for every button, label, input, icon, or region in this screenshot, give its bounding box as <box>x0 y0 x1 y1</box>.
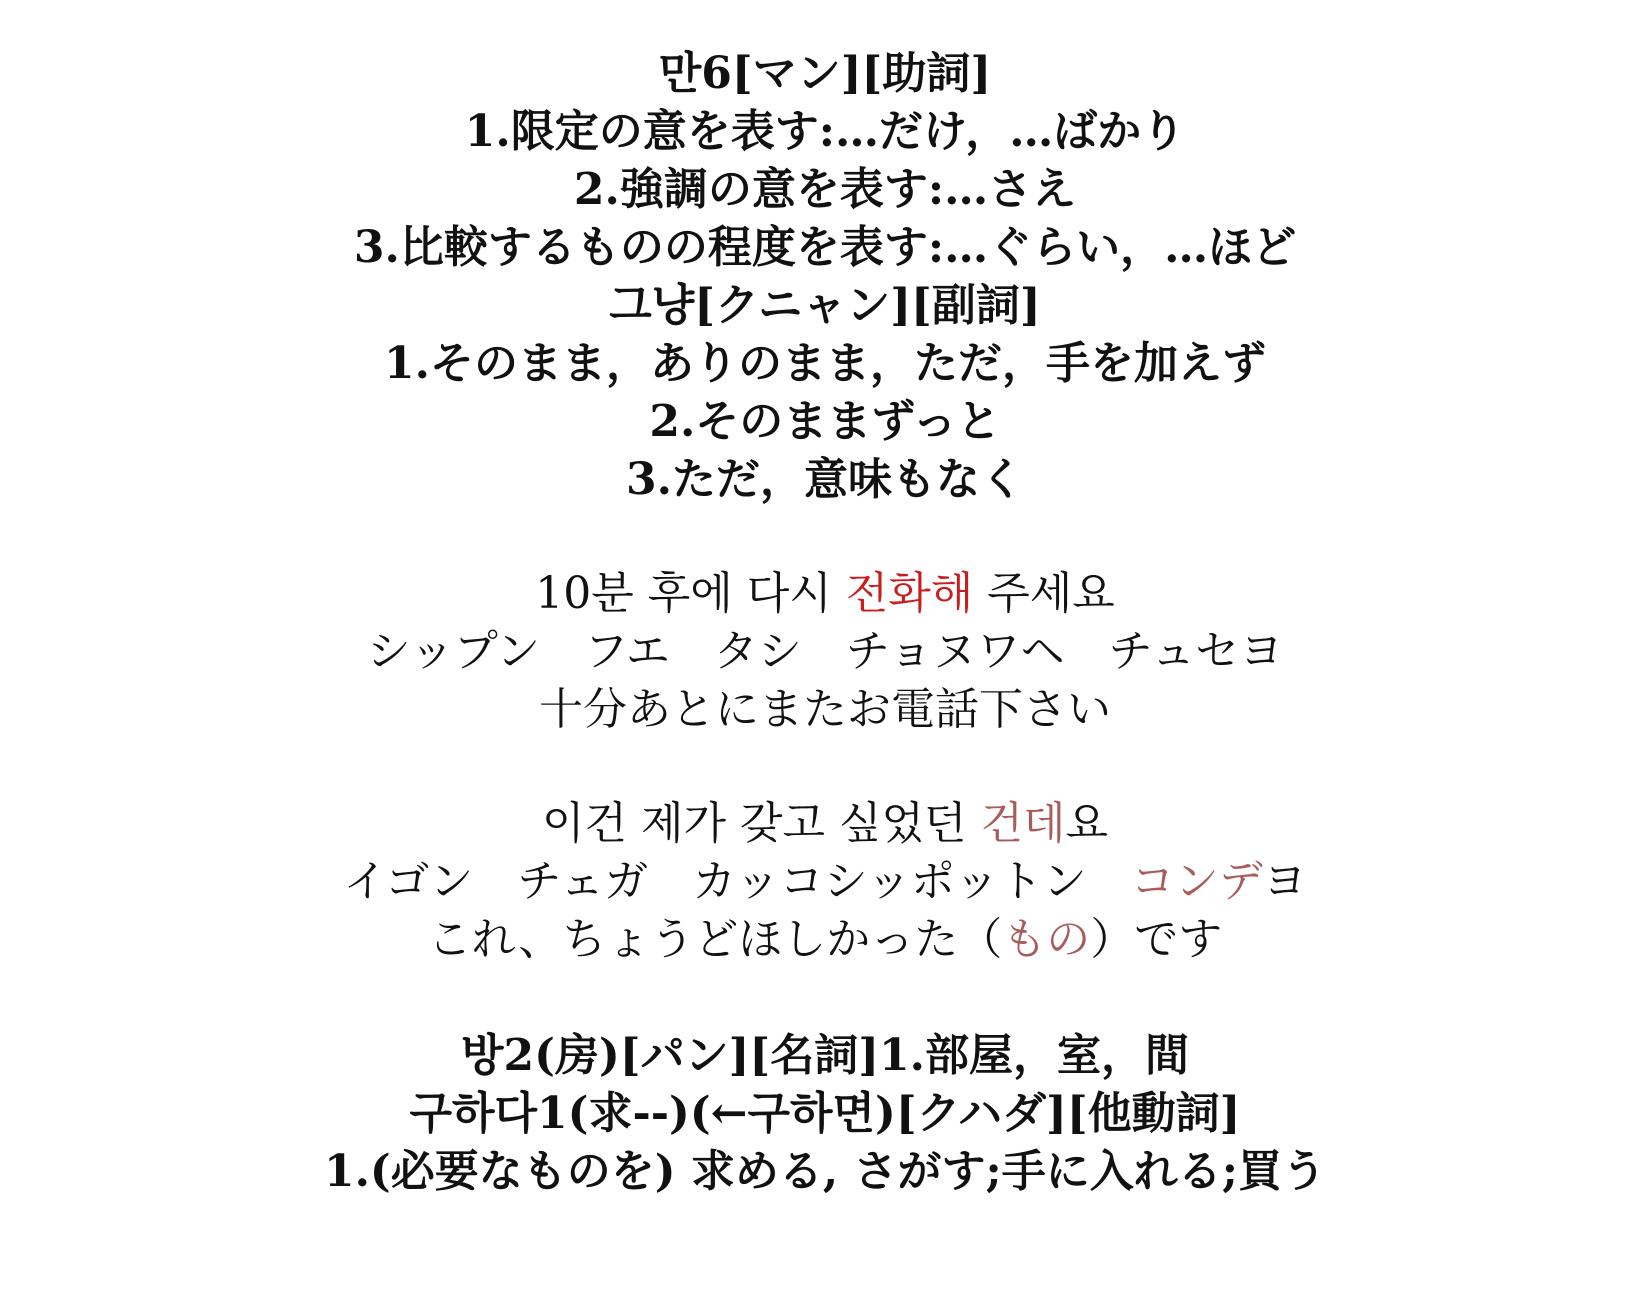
example-1-reading: シップン フエ タシ チョヌワヘ チュセヨ <box>366 626 1284 677</box>
entry-geunyang-sense-3: 3.ただ，意味もなく <box>626 454 1024 505</box>
example-2-korean-before: 이건 제가 갖고 싶었던 <box>541 798 981 849</box>
entry-man-sense-2: 2.強調の意を表す:…さえ <box>573 164 1077 215</box>
example-1-korean-highlight: 전화해 <box>845 568 974 619</box>
example-2-korean <box>0 796 1650 852</box>
example-2-translation-highlight: もの <box>1002 914 1091 965</box>
entry-geunyang-headword: 그냥[クニャン][副詞] <box>609 280 1041 331</box>
entry-man-headword: 만6[マン][助詞] <box>658 48 992 99</box>
entry-guhada-headword: 구하다1(求--)(←구하면)[クハダ][他動詞] <box>409 1088 1241 1139</box>
example-2-korean-after: 요 <box>1065 798 1108 849</box>
entry-bang-headword: 방2(房)[パン][名詞]1.部屋，室，間 <box>461 1030 1189 1081</box>
example-2-reading-after: ヨ <box>1262 856 1307 907</box>
entry-guhada-sense-1: 1.(必要なものを) 求める, さがす;手に入れる;買う <box>323 1146 1326 1197</box>
example-2-translation-before: これ、ちょうどほしかった（ <box>427 914 1003 965</box>
example-1-korean <box>0 566 1650 622</box>
entry-man-sense-3: 3.比較するものの程度を表す:…ぐらい，…ほど <box>353 222 1297 273</box>
example-1-korean-after: 주세요 <box>973 568 1115 619</box>
example-2-translation-after: ）です <box>1090 914 1223 965</box>
entry-geunyang-sense-2: 2.そのままずっと <box>649 396 1001 447</box>
example-1-korean-before: 10분 후에 다시 <box>535 568 846 619</box>
example-2-reading-highlight: コンデ <box>1130 856 1263 907</box>
example-2-korean-highlight: 건데 <box>980 798 1066 849</box>
example-1-translation: 十分あとにまたお電話下さい <box>539 684 1111 735</box>
entry-geunyang-sense-1: 1.そのまま，ありのまま，ただ，手を加えず <box>384 338 1266 389</box>
example-2-translation <box>0 912 1650 968</box>
example-2-reading <box>0 854 1650 910</box>
entry-man-sense-1: 1.限定の意を表す:…だけ，…ばかり <box>464 106 1186 157</box>
example-2-reading-before: イゴン チェガ カッコシッポットン <box>343 856 1131 907</box>
